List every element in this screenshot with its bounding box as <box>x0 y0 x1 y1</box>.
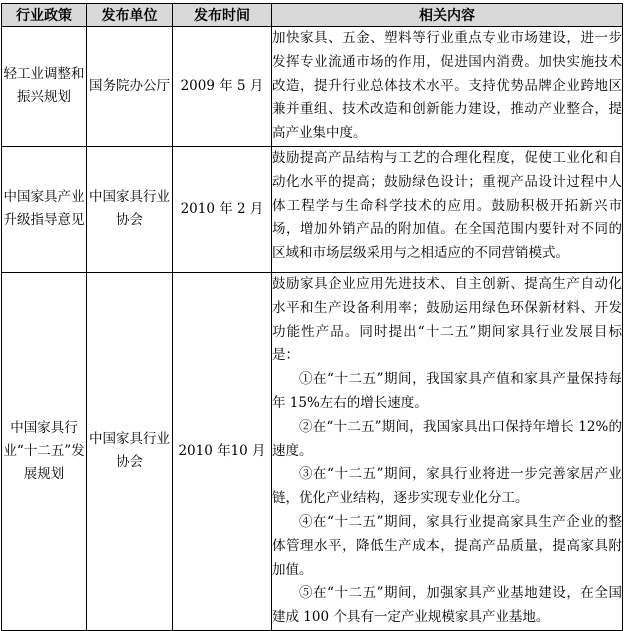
goal-item: ④在“十二五”期间，家具行业提高家具生产企业的整体管理水平，降低生产成本，提高产品质量，提高家具附加值。 <box>272 513 622 578</box>
date-cell: 2010 年10 月 <box>173 272 272 630</box>
policy-cell: 中国家具产业升级指导意见 <box>2 146 87 272</box>
policy-table <box>1 3 623 631</box>
content-paragraph: 鼓励提高产品结构与工艺的合理化程度，促使工业化和自动化水平的提高；鼓励绿色设计；重视产品设计过程中人体工程学与生命科学技术的应用。鼓励积极开拓新兴市场，增加外销产品的附加值。在全国范围内要针对不同的区域和市场层级采用与之相适应的不同营销模式。 <box>272 149 622 262</box>
header-row <box>2 4 623 27</box>
issuer-cell: 中国家具行业协会 <box>87 272 173 630</box>
issuer-cell: 国务院办公厅 <box>87 27 173 147</box>
table-row <box>2 272 623 630</box>
content-paragraph: 鼓励家具企业应用先进技术、自主创新、提高生产自动化水平和生产设备利用率；鼓励运用绿色环保新材料、开发功能性产品。同时提出“十二五”期间家具行业发展目标是： <box>272 275 622 364</box>
table-row <box>2 146 623 272</box>
header-content: 相关内容 <box>272 4 623 27</box>
header-date: 发布时间 <box>173 4 272 27</box>
header-issuer: 发布单位 <box>87 4 173 27</box>
table-row <box>2 27 623 147</box>
date-cell: 2009 年 5 月 <box>173 27 272 147</box>
goal-item: ③在“十二五”期间，家具行业将进一步完善家居产业链，优化产业结构，逐步实现专业化分工。 <box>272 466 622 507</box>
goal-item: ①在“十二五”期间，我国家具产值和家具产量保持每年 15%左右的增长速度。 <box>272 371 622 411</box>
header-policy: 行业政策 <box>2 4 87 27</box>
content-cell <box>272 146 623 272</box>
content-cell <box>272 272 623 630</box>
policy-cell: 轻工业调整和振兴规划 <box>2 27 87 147</box>
content-paragraph: 加快家具、五金、塑料等行业重点专业市场建设，进一步发挥专业流通市场的作用，促进国内消费。加快实施技术改造，提升行业总体技术水平。支持优势品牌企业跨地区兼并重组、技术改造和创新能力建设，推动产业整合，提高产业集中度。 <box>272 30 622 142</box>
content-cell <box>272 27 623 147</box>
policy-cell: 中国家具行业“十二五”发展规划 <box>2 272 87 630</box>
date-cell: 2010 年 2 月 <box>173 146 272 272</box>
goal-item: ⑤在“十二五”期间，加强家具产业基地建设，在全国建成 100 个具有一定产业规模家具产业基地。 <box>272 585 622 626</box>
issuer-cell: 中国家具行业协会 <box>87 146 173 272</box>
goal-item: ②在“十二五”期间，我国家具出口保持年增长 12%的速度。 <box>272 418 622 459</box>
